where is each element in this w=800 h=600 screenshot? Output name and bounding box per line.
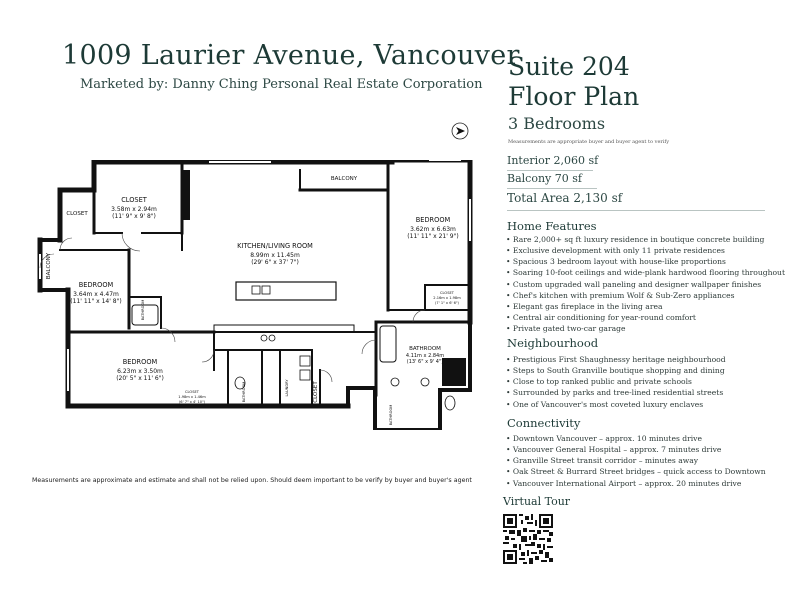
list-item: • One of Vancouver's most coveted luxury enclaves [506, 399, 726, 410]
balcony-top-label: BALCONY [330, 176, 358, 182]
area-divider [507, 170, 593, 171]
floor-plan [30, 160, 490, 430]
closet-right-dim: 2.16m x 1.98m [433, 296, 461, 300]
area-divider [507, 188, 597, 189]
bathroom-left-small-label: BATHROOM [141, 299, 145, 321]
bathroom-right-dim: 4.11m x 2.84m [405, 353, 445, 359]
list-item: • Chef's kitchen with premium Wolf & Sub-Zero appliances [506, 290, 785, 301]
list-item: • Granville Street transit corridor – minutes away [506, 455, 766, 466]
list-item: • Central air conditioning for year-round comfort [506, 312, 785, 323]
closet-top-dim-imperial: (11' 9" x 9' 8") [112, 213, 156, 220]
kitchen-dim: 8.99m x 11.45m [250, 252, 300, 259]
total-area: Total Area 2,130 sf [507, 191, 623, 205]
bedroom-right-dim-imperial: (11' 11" x 21' 9") [407, 233, 459, 240]
virtual-tour-qr-code[interactable] [503, 514, 553, 568]
bathroom-right-small-label: BATHROOM [389, 404, 393, 426]
connectivity-heading: Connectivity [507, 416, 581, 430]
bedroom-bottom-dim: 6.23m x 3.50m [117, 368, 163, 375]
neighbourhood-list [506, 354, 726, 410]
list-item: • Vancouver International Airport – approx. 20 minutes drive [506, 478, 766, 489]
bathroom-right-dim-imperial: (13' 6" x 9' 4") [406, 359, 444, 365]
bedroom-count: 3 Bedrooms [508, 114, 606, 133]
measurement-disclaimer: Measurements are approximate and estimate and shall not be relied upon. Should deem important to be verify by buyer and buyer's agent [32, 477, 472, 484]
balcony-area: Balcony 70 sf [507, 172, 582, 185]
closet-right-label: CLOSET [440, 291, 454, 295]
balcony-left-label: BALCONY [46, 252, 52, 280]
section-divider [507, 210, 765, 211]
closet-right-dim-imperial: (7' 1" x 6' 6") [435, 301, 459, 305]
list-item: • Soaring 10-foot ceilings and wide-plank hardwood flooring throughout [506, 267, 785, 278]
interior-area: Interior 2,060 sf [507, 154, 599, 167]
bedroom-left-dim: 3.64m x 4.47m [73, 291, 119, 298]
listing-title: 1009 Laurier Avenue, Vancouver [62, 40, 520, 71]
list-item: • Exclusive development with only 11 private residences [506, 245, 785, 256]
list-item: • Vancouver General Hospital – approx. 7 minutes drive [506, 444, 766, 455]
kitchen-dim-imperial: (29' 6" x 37' 7") [251, 259, 299, 266]
list-item: • Oak Street & Burrard Street bridges – quick access to Downtown [506, 466, 766, 477]
closet-vertical-label: CLOSET [313, 381, 319, 403]
list-item: • Downtown Vancouver – approx. 10 minutes drive [506, 433, 766, 444]
home-features-list [506, 234, 785, 334]
bedroom-bottom-label: BEDROOM [122, 358, 158, 366]
list-item: • Private gated two-car garage [506, 323, 785, 334]
floor-plan-label: Floor Plan [508, 82, 640, 111]
virtual-tour-label: Virtual Tour [503, 495, 571, 508]
marketed-by: Marketed by: Danny Ching Personal Real Estate Corporation [80, 77, 483, 92]
list-item: • Spacious 3 bedroom layout with house-like proportions [506, 256, 785, 267]
measurement-note: Measurements are appropriate buyer and buyer agent to verify [508, 139, 670, 145]
bedroom-bottom-dim-imperial: (20' 5" x 11' 6") [116, 375, 164, 382]
closet-bottom-dim: 1.98m x 1.46m [178, 395, 206, 399]
closet-bottom-label: CLOSET [185, 390, 199, 394]
list-item: • Close to top ranked public and private schools [506, 376, 726, 387]
suite-number: Suite 204 [508, 52, 630, 81]
neighbourhood-heading: Neighbourhood [507, 336, 599, 350]
closet-top-label: CLOSET [121, 196, 147, 204]
bedroom-right-label: BEDROOM [415, 216, 451, 224]
laundry-label: LAUNDRY [285, 379, 289, 397]
closet-top-dim: 3.58m x 2.94m [111, 206, 157, 213]
bathroom-right-label: BATHROOM [409, 346, 441, 352]
list-item: • Steps to South Granville boutique shopping and dining [506, 365, 726, 376]
bedroom-left-dim-imperial: (11' 11" x 14' 8") [70, 298, 122, 305]
list-item: • Elegant gas fireplace in the living area [506, 301, 785, 312]
bedroom-right-dim: 3.62m x 6.63m [410, 226, 456, 233]
list-item: • Prestigious First Shaughnessy heritage neighbourhood [506, 354, 726, 365]
suite-heading [508, 52, 639, 112]
connectivity-list [506, 433, 766, 489]
qr-code-icon [503, 514, 553, 564]
home-features-heading: Home Features [507, 219, 597, 233]
north-arrow-icon [451, 122, 469, 144]
list-item: • Custom upgraded wall paneling and designer wallpaper finishes [506, 279, 785, 290]
bedroom-left-label: BEDROOM [78, 281, 114, 289]
list-item: • Rare 2,000+ sq ft luxury residence in boutique concrete building [506, 234, 785, 245]
list-item: • Surrounded by parks and tree-lined residential streets [506, 387, 726, 398]
closet-bottom-dim-imperial: (6' 7" x 4' 10") [178, 400, 206, 404]
kitchen-label: KITCHEN/LIVING ROOM [237, 242, 313, 250]
closet-small-label: CLOSET [66, 211, 88, 217]
bathroom-small-label: BATHROOM [242, 381, 246, 403]
